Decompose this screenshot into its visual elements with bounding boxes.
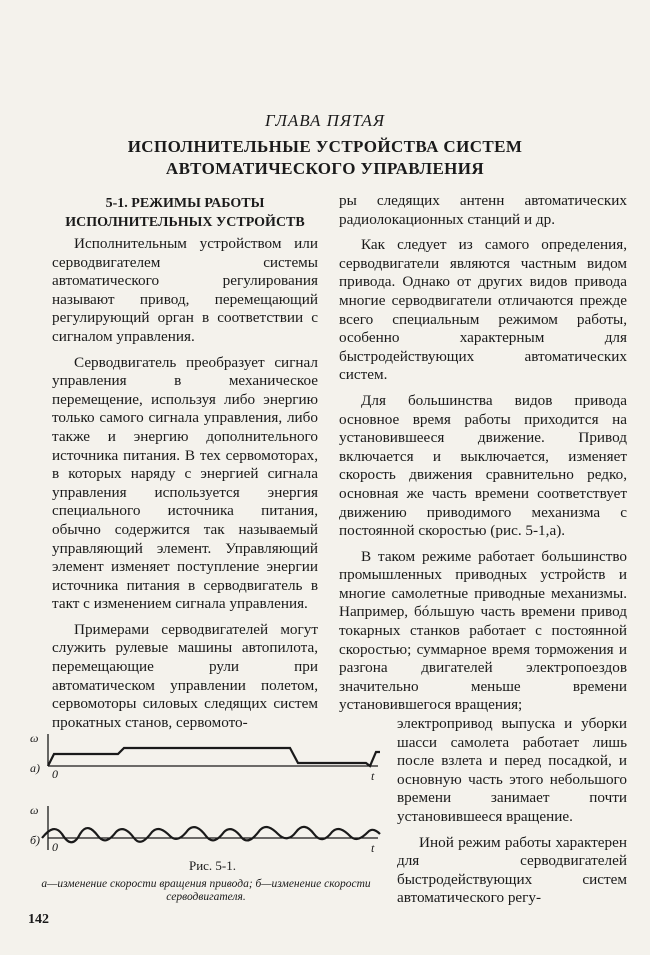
paragraph: Серводвигатель преобразует сигнал управления в механическое перемещение, используя либо энергию только самого сигнала управления, либо также и энергию дополнительного источника питания. В тех сервомоторах, в которых наряду с энергией сигнала управления используется энергия специального источника питания, обычно содержится так называемый управляющий элемент. Управляющий элемент изменяет поступление энергии источника питания в серводвигатель в такт с изменением сигнала управления. [52,353,318,613]
graph-b-t-label: t [371,841,375,855]
graph-a-t-label: t [371,769,375,783]
paragraph: Как следует из самого определения, серводвигатели являются частным видом привода. Однако от других видов привода многие серводвигатели отличаются прежде всего специальным режимом работы, особенно характерным для быстродействующих автоматических систем. [339,236,627,384]
paragraph: Для большинства видов привода основное время работы приходится на установившееся движение. Привод включается и выключается, изменяет скорость движения сравнительно редко, основная же часть времени соответствует движению приводимого механизма с постоянной скоростью (рис. 5-1,а). [339,391,627,540]
graph-b-origin: 0 [52,840,58,854]
figure-caption: Рис. 5-1. [188,858,237,873]
paragraph: Иной режим работы характерен для серводвигателей быстродействующих систем автоматического регу- [397,833,627,907]
chapter-title-line-2: АВТОМАТИЧЕСКОГО УПРАВЛЕНИЯ [165,159,485,178]
paragraph: электропривод выпуска и уборки шасси самолета работает лишь после взлета и перед посадкой, и основную часть этого небольшого времени занимает почти установившееся вращение. [397,715,627,825]
axis-omega-label-a: ω [30,731,39,745]
graph-a-origin: 0 [52,767,58,781]
right-column [339,192,627,715]
graph-a-label: а) [30,761,40,775]
paragraph: Исполнительным устройством или серводвигателем системы автоматического регулирования называют привод, перемещающий регулирующий орган в соответствии с сигналом управления. [52,235,318,345]
axis-omega-label-b: ω [30,803,39,817]
graph-a-speed-curve [48,748,380,766]
page-number: 142 [28,912,49,927]
figure-5-1 [28,728,390,878]
paragraph: В таком режиме работает большинство промышленных приводных устройств и многие самолетные приводные механизмы. Например, бóльшую часть времени привод токарных станков работает с постоянной скоростью; суммарное время торможения и разгона двигателей электропоездов значительно меньше времени установившегося вращения; [339,547,627,714]
figure-legend: а—изменение скорости вращения привода; б—изменение скорости серводвигателя. [41,878,371,903]
graph-b-label: б) [30,833,41,847]
right-column-wrap [397,715,627,908]
chapter-title-line-1: ИСПОЛНИТЕЛЬНЫЕ УСТРОЙСТВА СИСТЕМ [127,137,523,156]
left-column [52,235,318,732]
graph-b-speed-curve [42,827,380,842]
paragraph: ры следящих антенн автоматических радиолокационных станций и др. [339,192,627,228]
chapter-title [0,136,650,180]
paragraph: Примерами серводвигателей могут служить рулевые машины автопилота, перемещающие рули при автоматическом управлении полетом, сервомоторы силовых следящих систем прокатных станов, сервомото- [52,620,318,731]
section-heading [52,194,318,232]
chapter-heading: ГЛАВА ПЯТАЯ [264,111,386,130]
section-heading-line-1: 5-1. РЕЖИМЫ РАБОТЫ [105,196,265,211]
section-heading-line-2: ИСПОЛНИТЕЛЬНЫХ УСТРОЙСТВ [65,215,305,230]
